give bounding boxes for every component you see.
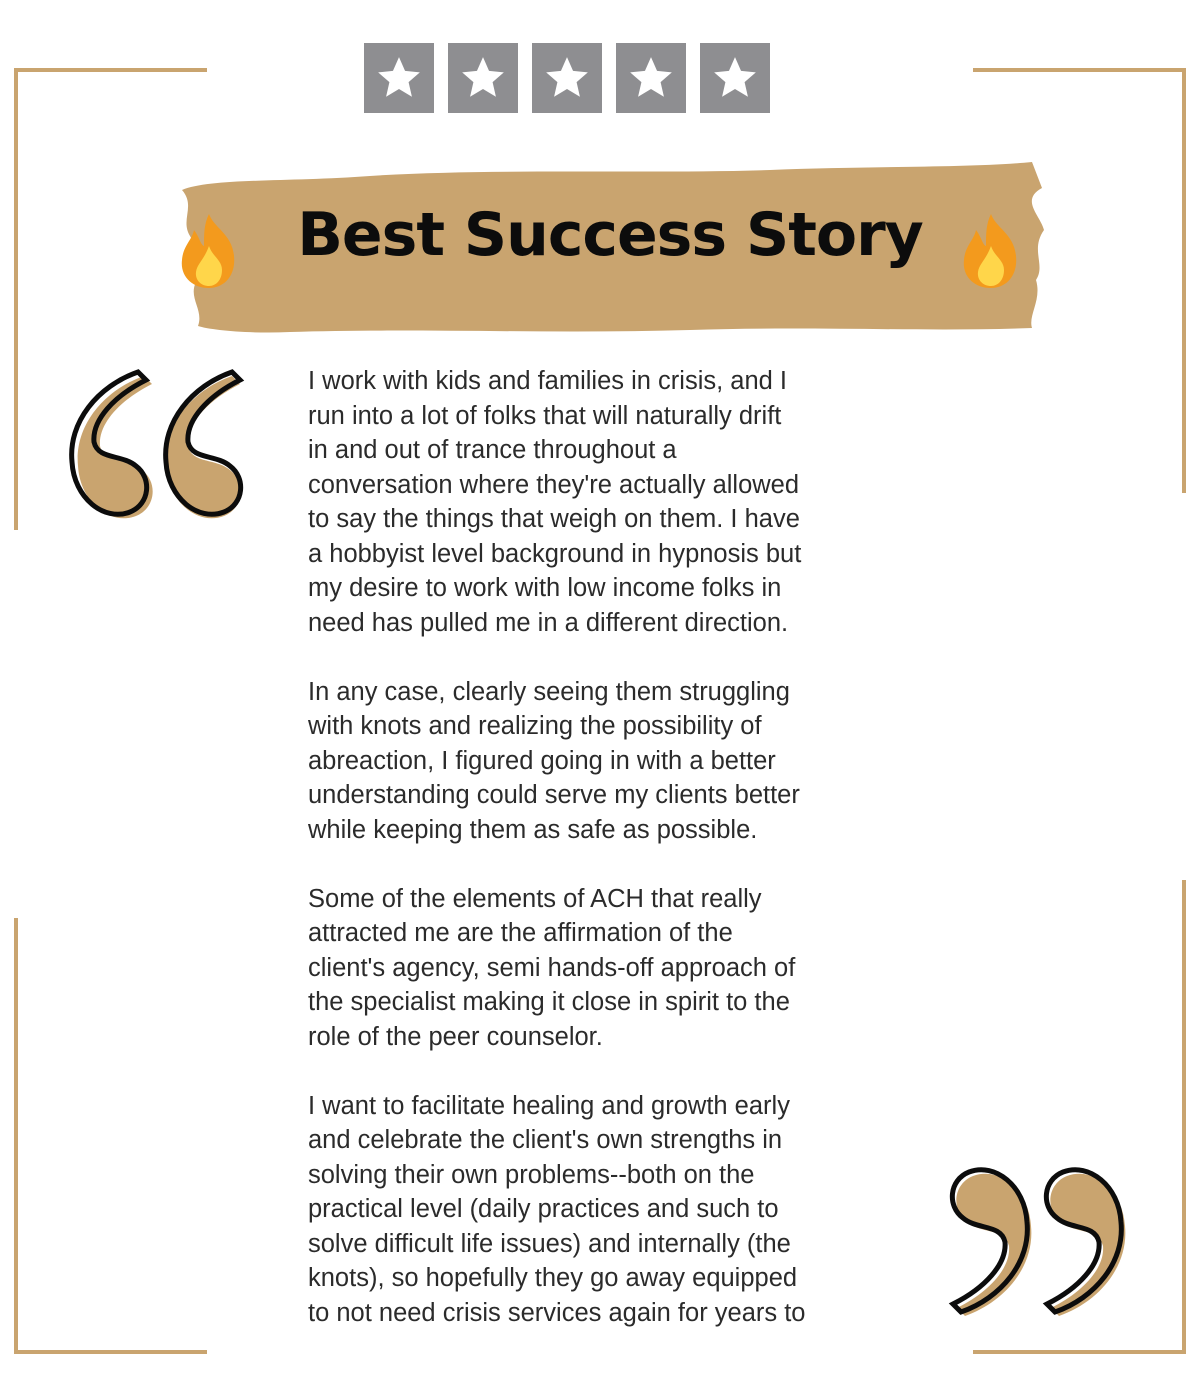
star-icon: [700, 43, 770, 113]
frame-bottom-left-vertical: [14, 918, 18, 1354]
testimonial-paragraph: Some of the elements of ACH that really attracted me are the affirmation of the client's agency, semi hands-off approach of the specialist making it close in spirit to the role of the peer counselor.: [308, 884, 796, 1051]
testimonial-text: [308, 364, 868, 1365]
star-icon: [448, 43, 518, 113]
frame-top-right-horizontal: [973, 68, 1186, 72]
frame-bottom-right-horizontal: [973, 1350, 1186, 1354]
banner-title: Best Success Story: [297, 200, 923, 270]
testimonial-paragraph: I want to facilitate healing and growth early and celebrate the client's own strengths in solving their own problems--both on the practical level (daily practices and such to solve difficult life issues) and internally (the knots), so hopefully they go away equipped to not need crisis services again for years to: [308, 1091, 806, 1327]
testimonial-paragraph: In any case, clearly seeing them struggling with knots and realizing the possibility of abreaction, I figured going in with a better understanding could serve my clients better while keeping them as safe as possible.: [308, 677, 800, 844]
frame-bottom-right-vertical: [1182, 880, 1186, 1354]
star-rating: [364, 43, 770, 113]
star-icon: [364, 43, 434, 113]
frame-top-right-vertical: [1182, 68, 1186, 493]
close-quote-icon: [945, 1158, 1155, 1323]
frame-bottom-left-horizontal: [14, 1350, 207, 1354]
open-quote-icon: [38, 362, 248, 532]
star-icon: [616, 43, 686, 113]
frame-top-left-vertical: [14, 68, 18, 530]
frame-top-left-horizontal: [14, 68, 207, 72]
title-banner: [170, 160, 1050, 335]
star-icon: [532, 43, 602, 113]
testimonial-paragraph: I work with kids and families in crisis, and I run into a lot of folks that will naturally drift in and out of trance throughout a conversation where they're actually allowed to say the things that weigh on them. I have a hobbyist level background in hypnosis but my desire to work with low income folks in need has pulled me in a different direction.: [308, 367, 802, 637]
